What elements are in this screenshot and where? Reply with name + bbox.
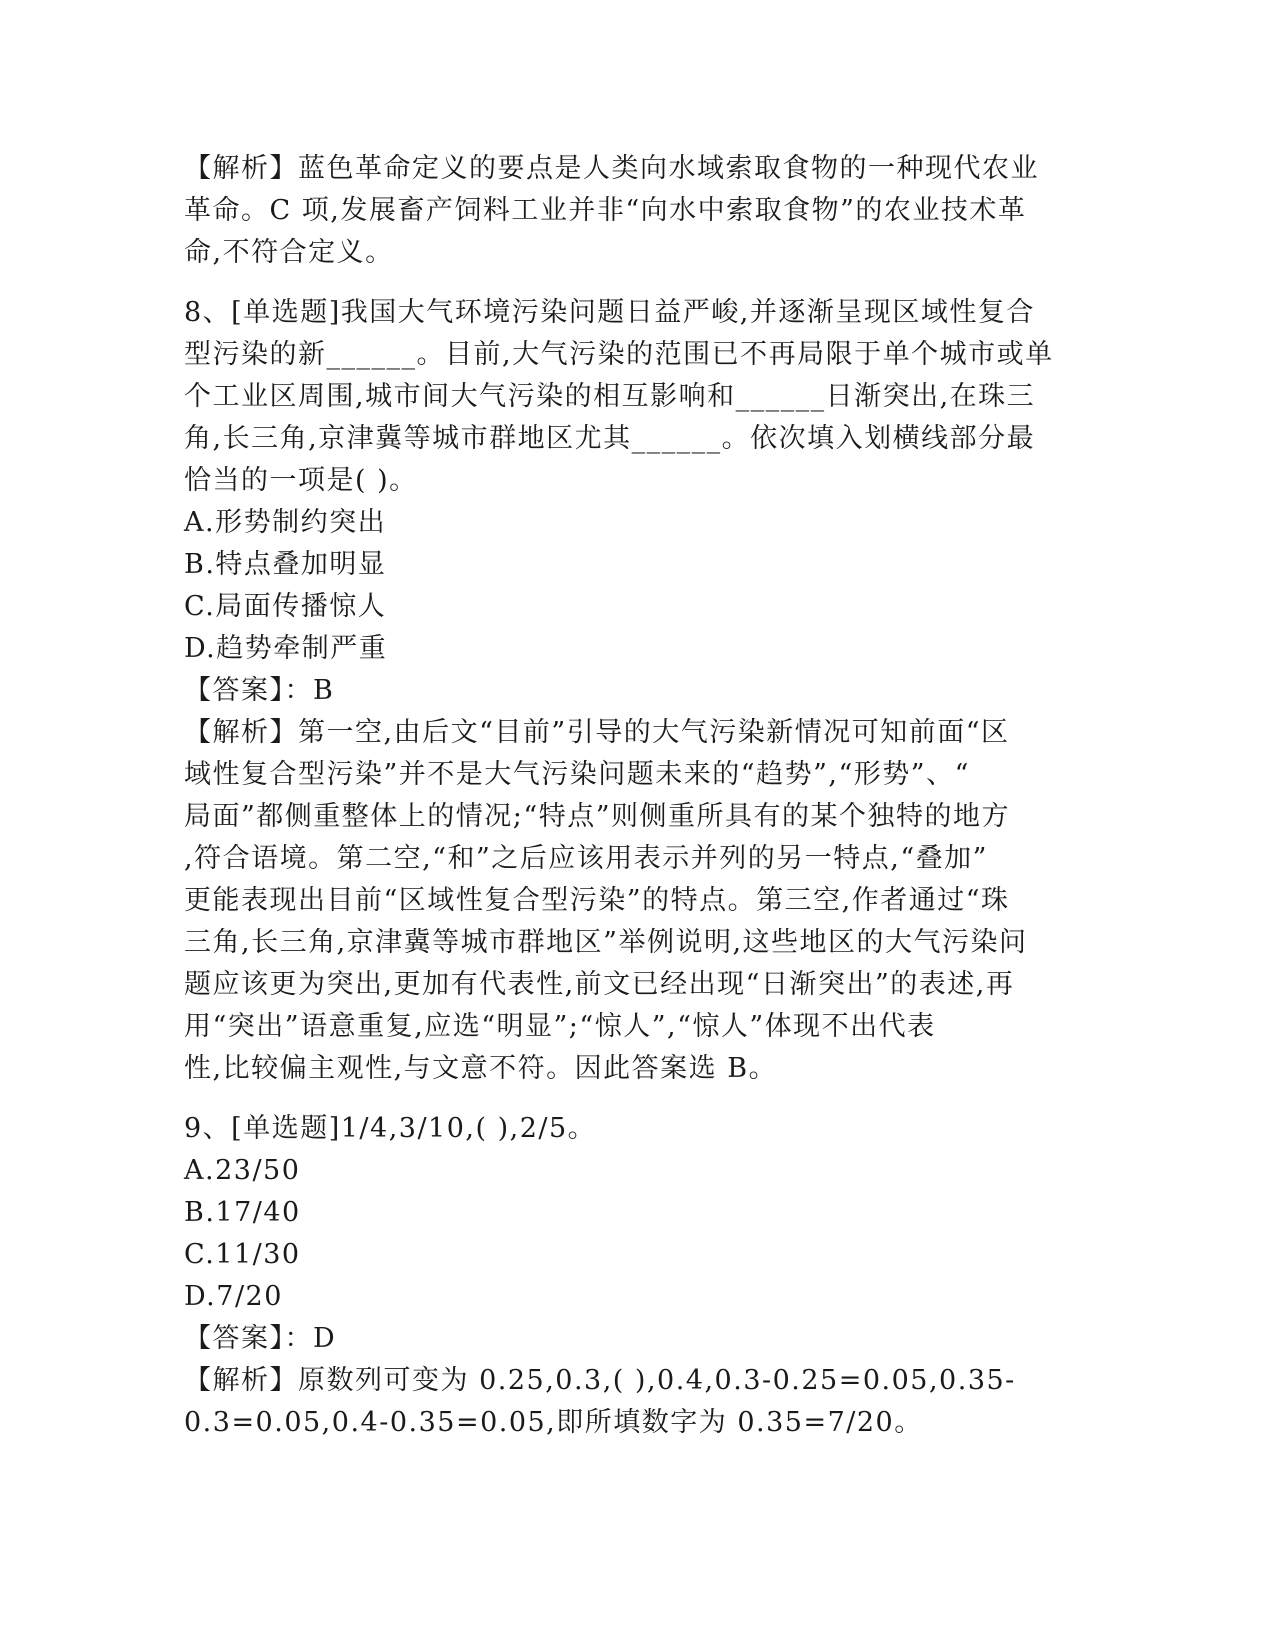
option-b: B.17/40	[184, 1197, 301, 1228]
analysis-line: 更能表现出目前“区域性复合型污染”的特点。第三空,作者通过“珠	[184, 885, 1010, 916]
analysis-line: 性,比较偏主观性,与文意不符。因此答案选 B。	[184, 1053, 778, 1084]
option-d: D.趋势牵制严重	[184, 633, 388, 664]
question-9	[184, 1108, 1064, 1444]
prev-question-analysis	[184, 148, 1064, 274]
analysis-line: 0.3=0.05,0.4-0.35=0.05,即所填数字为 0.35=7/20。	[184, 1407, 923, 1438]
analysis-line: 革命。C 项,发展畜产饲料工业并非“向水中索取食物”的农业技术革	[184, 195, 1027, 226]
analysis-line: 用“突出”语意重复,应选“明显”;“惊人”,“惊人”体现不出代表	[184, 1011, 936, 1042]
option-a: A.23/50	[184, 1155, 301, 1186]
question-stem-line: 型污染的新______。目前,大气污染的范围已不再局限于单个城市或单	[184, 339, 1054, 370]
question-stem-line: 恰当的一项是( )。	[184, 465, 418, 496]
option-d: D.7/20	[184, 1281, 283, 1312]
answer-line: 【答案】：B	[184, 675, 335, 706]
option-b: B.特点叠加明显	[184, 549, 387, 580]
question-stem-line: 个工业区周围,城市间大气污染的相互影响和______日渐突出,在珠三	[184, 381, 1036, 412]
analysis-line: 【解析】第一空,由后文“目前”引导的大气污染新情况可知前面“区	[184, 717, 1010, 748]
question-8	[184, 292, 1064, 1090]
analysis-line: 【解析】原数列可变为 0.25,0.3,( ),0.4,0.3-0.25=0.05,0.35-	[184, 1365, 1016, 1396]
option-c: C.局面传播惊人	[184, 591, 387, 622]
option-a: A.形势制约突出	[184, 507, 387, 538]
analysis-line: 域性复合型污染”并不是大气污染问题未来的“趋势”,“形势”、“	[184, 759, 970, 790]
analysis-line: 题应该更为突出,更加有代表性,前文已经出现“日渐突出”的表述,再	[184, 969, 1015, 1000]
analysis-line: 三角,长三角,京津冀等城市群地区”举例说明,这些地区的大气污染问	[184, 927, 1028, 958]
option-c: C.11/30	[184, 1239, 301, 1270]
question-stem-line: 8、[单选题]我国大气环境污染问题日益严峻,并逐渐呈现区域性复合	[184, 297, 1035, 328]
analysis-line: 局面”都侧重整体上的情况;“特点”则侧重所具有的某个独特的地方	[184, 801, 1011, 832]
document-page	[184, 148, 1064, 1462]
analysis-line: 【解析】蓝色革命定义的要点是人类向水域索取食物的一种现代农业	[184, 153, 1039, 184]
analysis-line: ,符合语境。第二空,“和”之后应该用表示并列的另一特点,“叠加”	[184, 843, 988, 874]
question-stem-line: 9、[单选题]1/4,3/10,( ),2/5。	[184, 1113, 597, 1144]
question-stem-line: 角,长三角,京津冀等城市群地区尤其______。依次填入划横线部分最	[184, 423, 1036, 454]
answer-line: 【答案】：D	[184, 1323, 337, 1354]
analysis-line: 命,不符合定义。	[184, 237, 394, 268]
